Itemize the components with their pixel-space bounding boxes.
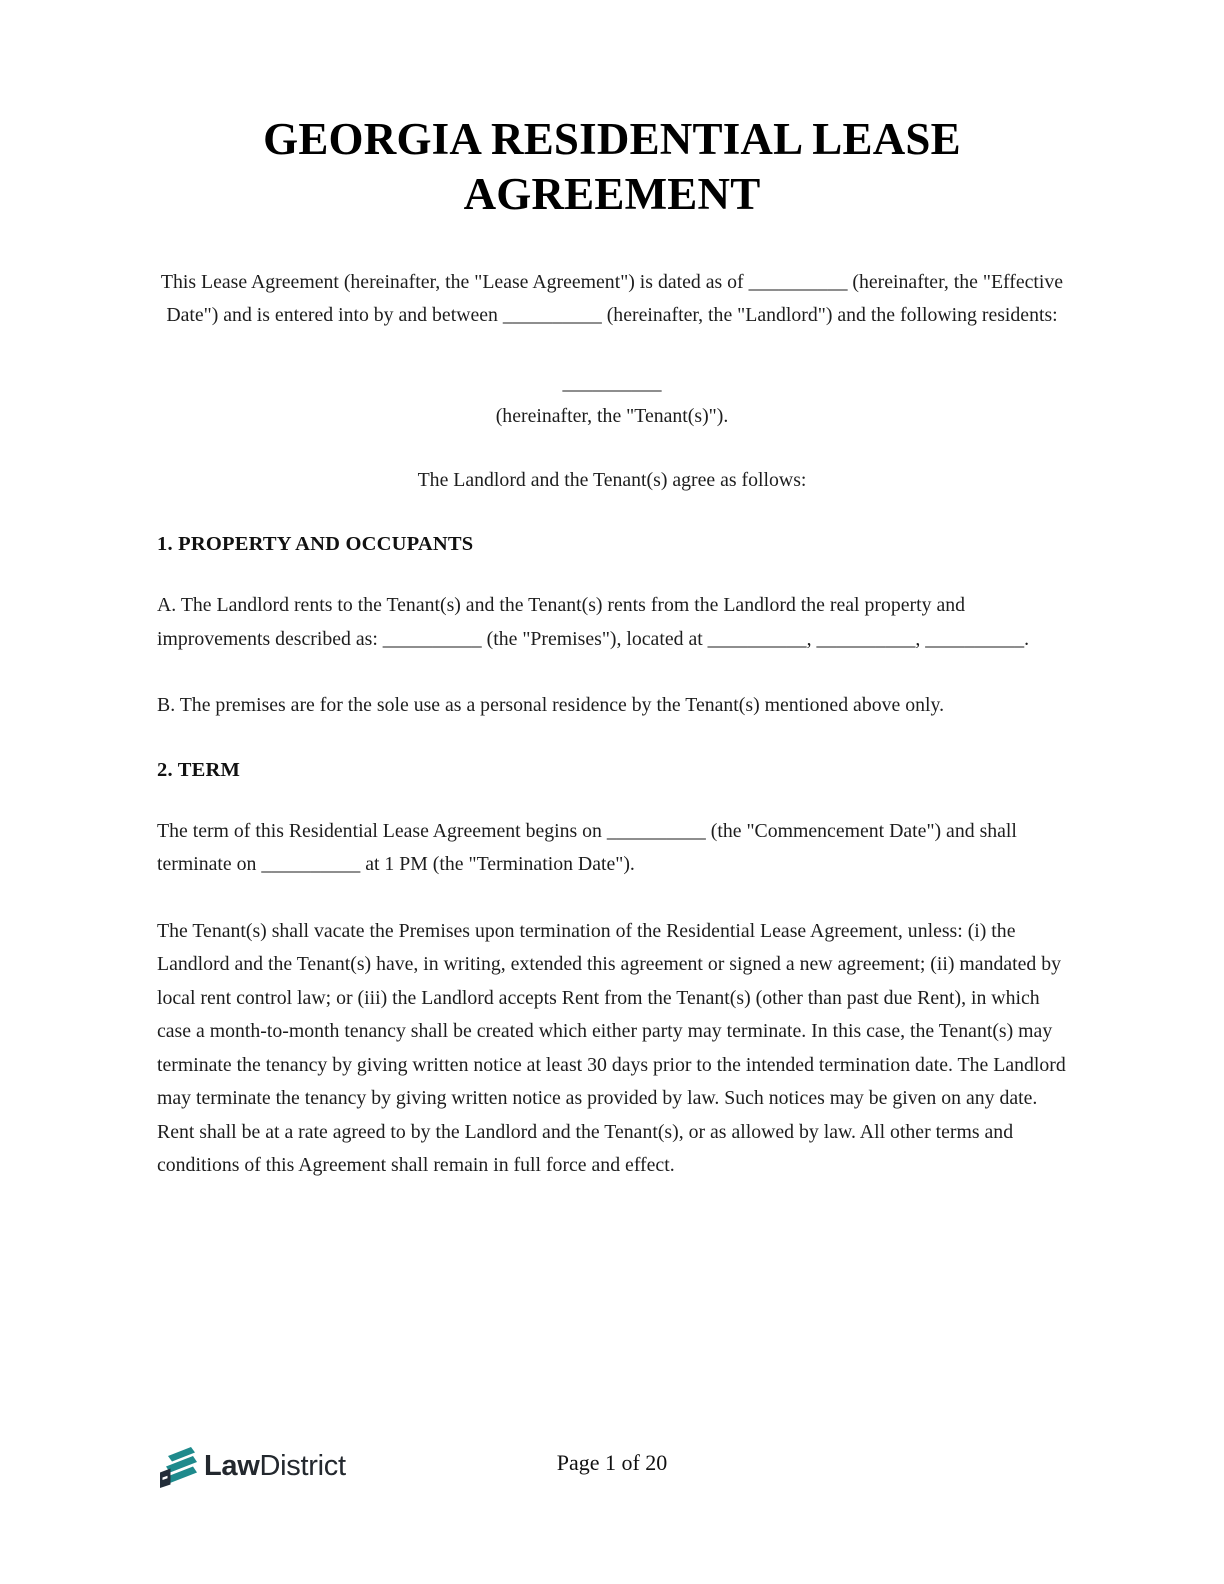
tenant-name-blank: __________ <box>562 371 662 394</box>
tenant-name-block <box>157 367 1067 434</box>
property-paragraph-b: B. The premises are for the sole use as a personal residence by the Tenant(s) mentioned above only. <box>157 694 945 717</box>
tenant-designation-line: (hereinafter, the "Tenant(s)"). <box>495 405 729 428</box>
brand-district: District <box>259 1450 346 1482</box>
term-paragraph-1: The term of this Residential Lease Agreement begins on __________ (the "Commencement Date") and shall terminate on __________ at 1 PM (the "Termination Date"). <box>157 819 1017 876</box>
property-paragraph-a: A. The Landlord rents to the Tenant(s) and the Tenant(s) rents from the Landlord the real property and improvements described as: __________ (the "Premises"), located at __________, __________, __________. <box>157 594 1030 650</box>
brand-law: Law <box>204 1450 260 1482</box>
page-number-indicator: Page 1 of 20 <box>556 1450 668 1475</box>
section-heading-property-and-occupants: 1. PROPERTY AND OCCUPANTS <box>157 533 474 556</box>
agreement-lead-in: The Landlord and the Tenant(s) agree as follows: <box>417 468 807 491</box>
page-title: GEORGIA RESIDENTIAL LEASE AGREEMENT <box>263 114 961 219</box>
term-paragraph-2: The Tenant(s) shall vacate the Premises upon termination of the Residential Lease Agreement, unless: (i) the Landlord and the Tenant(s) have, in writing, extended this agreement or signed a new agreement; (ii) mandated by local rent control law; or (iii) the Landlord accepts Rent from the Tenant(s) (other than past due Rent), in which case a month-to-month tenancy shall be created which either party may terminate. In this case, the Tenant(s) may terminate the tenancy by giving written notice at least 30 days prior to the intended termination date. The Landlord may terminate the tenancy by giving written notice as provided by law. Such notices may be given on any date. Rent shall be at a rate agreed to by the Landlord and the Tenant(s), or as allowed by law. All other terms and conditions of this Agreement shall remain in full force and effect. <box>157 919 1066 1177</box>
page-footer <box>0 1438 1224 1498</box>
intro-paragraph: This Lease Agreement (hereinafter, the "Lease Agreement") is dated as of __________ (hereinafter, the "Effective Date") and is entered into by and between __________ (hereinafter, the "Landlord") and the following residents: <box>160 270 1064 327</box>
section-heading-term: 2. TERM <box>157 758 241 781</box>
